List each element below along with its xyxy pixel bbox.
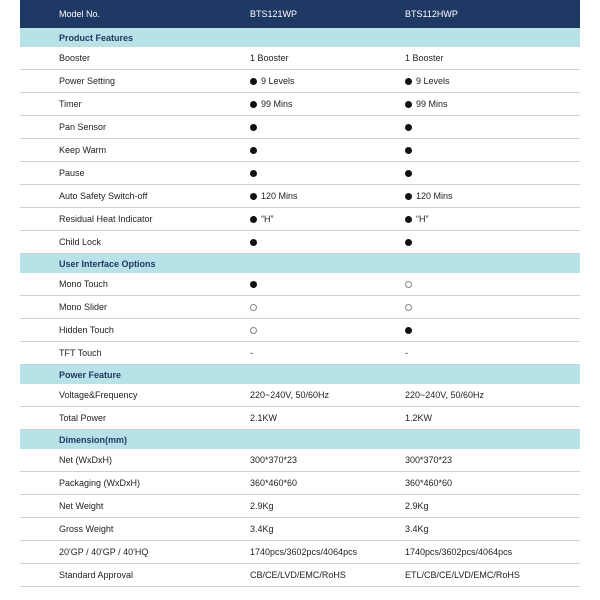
value-model-1: [250, 296, 261, 318]
table-row: [20, 93, 580, 116]
table-row: [20, 407, 580, 430]
table-row: [20, 518, 580, 541]
value-text: 300*370*23: [405, 455, 453, 465]
value-model-1: [250, 185, 298, 207]
value-model-1: [250, 231, 261, 253]
table-body: [20, 28, 580, 587]
value-text: 99 Mins: [416, 99, 448, 109]
value-text: 9 Levels: [261, 76, 295, 86]
filled-dot-icon: [405, 170, 412, 177]
value-text: 120 Mins: [261, 191, 298, 201]
row-label: Net (WxDxH): [59, 455, 112, 465]
filled-dot-icon: [250, 239, 257, 246]
value-model-2: [405, 342, 408, 364]
filled-dot-icon: [250, 147, 257, 154]
value-model-1: [250, 139, 261, 161]
table-row: [20, 208, 580, 231]
value-text: 3.4Kg: [250, 524, 274, 534]
hollow-circle-icon: [405, 304, 412, 311]
row-label: TFT Touch: [59, 348, 102, 358]
row-label: Pan Sensor: [59, 122, 107, 132]
value-model-1: [250, 162, 261, 184]
value-model-2: [405, 564, 520, 586]
filled-dot-icon: [405, 239, 412, 246]
value-model-1: [250, 47, 289, 69]
section-header: [20, 430, 580, 449]
table-row: [20, 319, 580, 342]
value-model-1: [250, 407, 277, 429]
value-model-2: [405, 495, 429, 517]
row-label: Power Setting: [59, 76, 116, 86]
value-text: 2.1KW: [250, 413, 278, 423]
filled-dot-icon: [250, 281, 257, 288]
value-model-1: [250, 93, 293, 115]
value-model-2: [405, 296, 416, 318]
filled-dot-icon: [405, 193, 412, 200]
value-model-1: [250, 208, 274, 230]
filled-dot-icon: [405, 78, 412, 85]
table-row: [20, 185, 580, 208]
value-text: 1 Booster: [250, 53, 289, 63]
table-row: [20, 273, 580, 296]
filled-dot-icon: [405, 124, 412, 131]
table-row: [20, 231, 580, 254]
value-text: 300*370*23: [250, 455, 298, 465]
value-model-1: [250, 319, 261, 341]
table-row: [20, 495, 580, 518]
value-text: 220~240V, 50/60Hz: [405, 390, 484, 400]
value-text: -: [405, 348, 408, 358]
value-model-2: [405, 93, 448, 115]
row-label: Booster: [59, 53, 91, 63]
section-title: User Interface Options: [59, 258, 156, 269]
filled-dot-icon: [250, 193, 257, 200]
table-header: [20, 0, 580, 28]
header-model-2: BTS112HWP: [405, 9, 458, 19]
filled-dot-icon: [405, 101, 412, 108]
table-row: [20, 342, 580, 365]
header-model-1: BTS121WP: [250, 9, 298, 19]
row-label: Standard Approval: [59, 570, 134, 580]
row-label: Timer: [59, 99, 82, 109]
row-label: 20'GP / 40'GP / 40'HQ: [59, 547, 149, 557]
table-row: [20, 472, 580, 495]
value-model-2: [405, 47, 444, 69]
filled-dot-icon: [250, 101, 257, 108]
value-text: ETL/CB/CE/LVD/EMC/RoHS: [405, 570, 520, 580]
value-model-1: [250, 342, 253, 364]
value-model-1: [250, 116, 261, 138]
row-label: Residual Heat Indicator: [59, 214, 153, 224]
section-title: Dimension(mm): [59, 434, 128, 445]
filled-dot-icon: [405, 327, 412, 334]
value-model-2: [405, 116, 416, 138]
value-model-2: [405, 319, 416, 341]
value-model-1: [250, 518, 274, 540]
table-row: [20, 47, 580, 70]
value-model-2: [405, 449, 452, 471]
hollow-circle-icon: [250, 327, 257, 334]
table-row: [20, 296, 580, 319]
table-row: [20, 384, 580, 407]
table-row: [20, 116, 580, 139]
value-model-2: [405, 70, 450, 92]
row-label: Gross Weight: [59, 524, 114, 534]
filled-dot-icon: [405, 147, 412, 154]
filled-dot-icon: [250, 170, 257, 177]
row-label: Auto Safety Switch-off: [59, 191, 148, 201]
filled-dot-icon: [250, 216, 257, 223]
value-model-2: [405, 472, 452, 494]
table-row: [20, 449, 580, 472]
spec-table: [20, 0, 580, 587]
value-text: 1 Booster: [405, 53, 444, 63]
row-label: Voltage&Frequency: [59, 390, 138, 400]
table-row: [20, 139, 580, 162]
value-text: CB/CE/LVD/EMC/RoHS: [250, 570, 346, 580]
value-text: 120 Mins: [416, 191, 453, 201]
filled-dot-icon: [250, 78, 257, 85]
value-model-1: [250, 70, 295, 92]
row-label: Net Weight: [59, 501, 104, 511]
row-label: Mono Slider: [59, 302, 108, 312]
table-row: [20, 541, 580, 564]
value-model-1: [250, 384, 329, 406]
value-model-2: [405, 384, 484, 406]
value-model-1: [250, 273, 261, 295]
value-text: 9 Levels: [416, 76, 450, 86]
value-text: “H”: [416, 214, 429, 224]
value-text: 220~240V, 50/60Hz: [250, 390, 329, 400]
value-model-2: [405, 139, 416, 161]
section-title: Power Feature: [59, 369, 122, 380]
row-label: Child Lock: [59, 237, 102, 247]
row-label: Total Power: [59, 413, 107, 423]
table-row: [20, 70, 580, 93]
value-text: 1.2KW: [405, 413, 433, 423]
section-header: [20, 254, 580, 273]
table-row: [20, 162, 580, 185]
value-text: 2.9Kg: [405, 501, 429, 511]
value-model-2: [405, 185, 453, 207]
section-title: Product Features: [59, 32, 134, 43]
value-model-2: [405, 231, 416, 253]
value-model-1: [250, 564, 346, 586]
value-model-2: [405, 162, 416, 184]
section-header: [20, 28, 580, 47]
value-model-1: [250, 541, 357, 563]
value-model-2: [405, 273, 416, 295]
value-text: -: [250, 348, 253, 358]
row-label: Keep Warm: [59, 145, 107, 155]
value-text: 360*460*60: [405, 478, 453, 488]
value-model-2: [405, 407, 432, 429]
filled-dot-icon: [405, 216, 412, 223]
filled-dot-icon: [250, 124, 257, 131]
value-model-1: [250, 472, 297, 494]
value-text: 3.4Kg: [405, 524, 429, 534]
header-label: Model No.: [59, 9, 101, 19]
row-label: Mono Touch: [59, 279, 108, 289]
value-text: 1740pcs/3602pcs/4064pcs: [405, 547, 513, 557]
section-header: [20, 365, 580, 384]
value-text: 99 Mins: [261, 99, 293, 109]
value-model-2: [405, 541, 512, 563]
row-label: Pause: [59, 168, 85, 178]
value-text: 2.9Kg: [250, 501, 274, 511]
hollow-circle-icon: [250, 304, 257, 311]
value-model-2: [405, 208, 429, 230]
value-text: 360*460*60: [250, 478, 298, 488]
value-model-2: [405, 518, 429, 540]
hollow-circle-icon: [405, 281, 412, 288]
row-label: Packaging (WxDxH): [59, 478, 141, 488]
value-model-1: [250, 495, 274, 517]
value-text: “H”: [261, 214, 274, 224]
value-text: 1740pcs/3602pcs/4064pcs: [250, 547, 358, 557]
table-row: [20, 564, 580, 587]
value-model-1: [250, 449, 297, 471]
row-label: Hidden Touch: [59, 325, 114, 335]
